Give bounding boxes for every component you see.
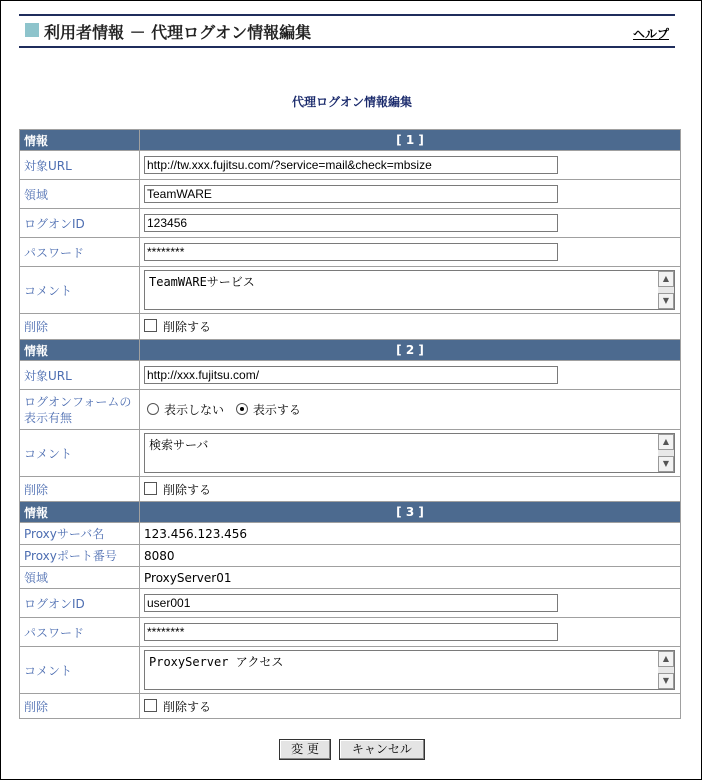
table-row: [20, 209, 681, 238]
logon-id-label: ログオンID: [20, 209, 140, 238]
table-row: [20, 390, 681, 430]
table-row: [20, 238, 681, 267]
url-input[interactable]: [144, 366, 558, 384]
delete-option-label: 削除する: [163, 699, 212, 714]
radio-show[interactable]: [236, 403, 248, 415]
section-header-label: 情報: [20, 502, 140, 523]
table-row: [20, 477, 681, 502]
delete-label: 削除: [20, 477, 140, 502]
section-header-1: [20, 130, 681, 151]
section-header-2: [20, 340, 681, 361]
table-row: [20, 430, 681, 477]
comment-textarea[interactable]: [144, 433, 675, 473]
scroll-up-icon[interactable]: ▲: [658, 651, 674, 667]
delete-checkbox[interactable]: [144, 319, 157, 332]
comment-textarea[interactable]: [144, 650, 675, 690]
radio-hide-label: 表示しない: [164, 403, 225, 417]
delete-label: 削除: [20, 694, 140, 719]
scroll-down-icon[interactable]: ▼: [658, 456, 674, 472]
scrollbar[interactable]: [658, 434, 674, 472]
table-row: [20, 647, 681, 694]
section-number: [ 1 ]: [140, 130, 681, 151]
radio-show-label: 表示する: [252, 403, 301, 417]
radio-hide[interactable]: [147, 403, 159, 415]
delete-option-label: 削除する: [163, 482, 212, 497]
logon-id-label: ログオンID: [20, 589, 140, 618]
url-label: 対象URL: [20, 151, 140, 180]
logon-id-input[interactable]: [144, 594, 558, 612]
delete-checkbox[interactable]: [144, 699, 157, 712]
table-row: [20, 618, 681, 647]
table-row: [20, 361, 681, 390]
table-row: [20, 151, 681, 180]
proxy-port-label: Proxyポート番号: [20, 545, 140, 567]
password-input[interactable]: [144, 623, 558, 641]
table-row: [20, 589, 681, 618]
realm-input[interactable]: [144, 185, 558, 203]
title-square-icon: [25, 23, 39, 37]
password-input[interactable]: [144, 243, 558, 261]
realm-label: 領域: [20, 567, 140, 589]
scroll-down-icon[interactable]: ▼: [658, 293, 674, 309]
section-header-label: 情報: [20, 340, 140, 361]
table-row: [20, 545, 681, 567]
page-header: [19, 14, 675, 48]
comment-textarea[interactable]: [144, 270, 675, 310]
comment-label: コメント: [20, 267, 140, 314]
scroll-up-icon[interactable]: ▲: [658, 271, 674, 287]
proxy-port-value: 8080: [140, 545, 681, 567]
password-label: パスワード: [20, 618, 140, 647]
delete-label: 削除: [20, 314, 140, 340]
proxy-server-name-label: Proxyサーバ名: [20, 523, 140, 545]
url-input[interactable]: [144, 156, 558, 174]
table-row: [20, 523, 681, 545]
logon-info-table: [19, 129, 681, 719]
table-row: [20, 567, 681, 589]
scrollbar[interactable]: [658, 271, 674, 309]
logon-form-display-label: ログオンフォームの表示有無: [20, 390, 140, 430]
cancel-button[interactable]: キャンセル: [339, 739, 425, 760]
change-button[interactable]: 変 更: [279, 739, 331, 760]
help-link[interactable]: ヘルプ: [632, 27, 669, 41]
form-subtitle: 代理ログオン情報編集: [291, 95, 412, 109]
table-row: [20, 314, 681, 340]
table-row: [20, 267, 681, 314]
scrollbar[interactable]: [658, 651, 674, 689]
realm-label: 領域: [20, 180, 140, 209]
button-row: [1, 739, 702, 760]
page-title: 利用者情報 － 代理ログオン情報編集: [44, 23, 312, 42]
proxy-server-name-value: 123.456.123.456: [140, 523, 681, 545]
password-label: パスワード: [20, 238, 140, 267]
table-row: [20, 694, 681, 719]
logon-id-input[interactable]: [144, 214, 558, 232]
section-number: [ 2 ]: [140, 340, 681, 361]
realm-value: ProxyServer01: [140, 567, 681, 589]
scroll-up-icon[interactable]: ▲: [658, 434, 674, 450]
section-number: [ 3 ]: [140, 502, 681, 523]
scroll-down-icon[interactable]: ▼: [658, 673, 674, 689]
section-header-3: [20, 502, 681, 523]
comment-label: コメント: [20, 647, 140, 694]
comment-label: コメント: [20, 430, 140, 477]
delete-option-label: 削除する: [163, 320, 212, 334]
delete-checkbox[interactable]: [144, 482, 157, 495]
url-label: 対象URL: [20, 361, 140, 390]
section-header-label: 情報: [20, 130, 140, 151]
table-row: [20, 180, 681, 209]
